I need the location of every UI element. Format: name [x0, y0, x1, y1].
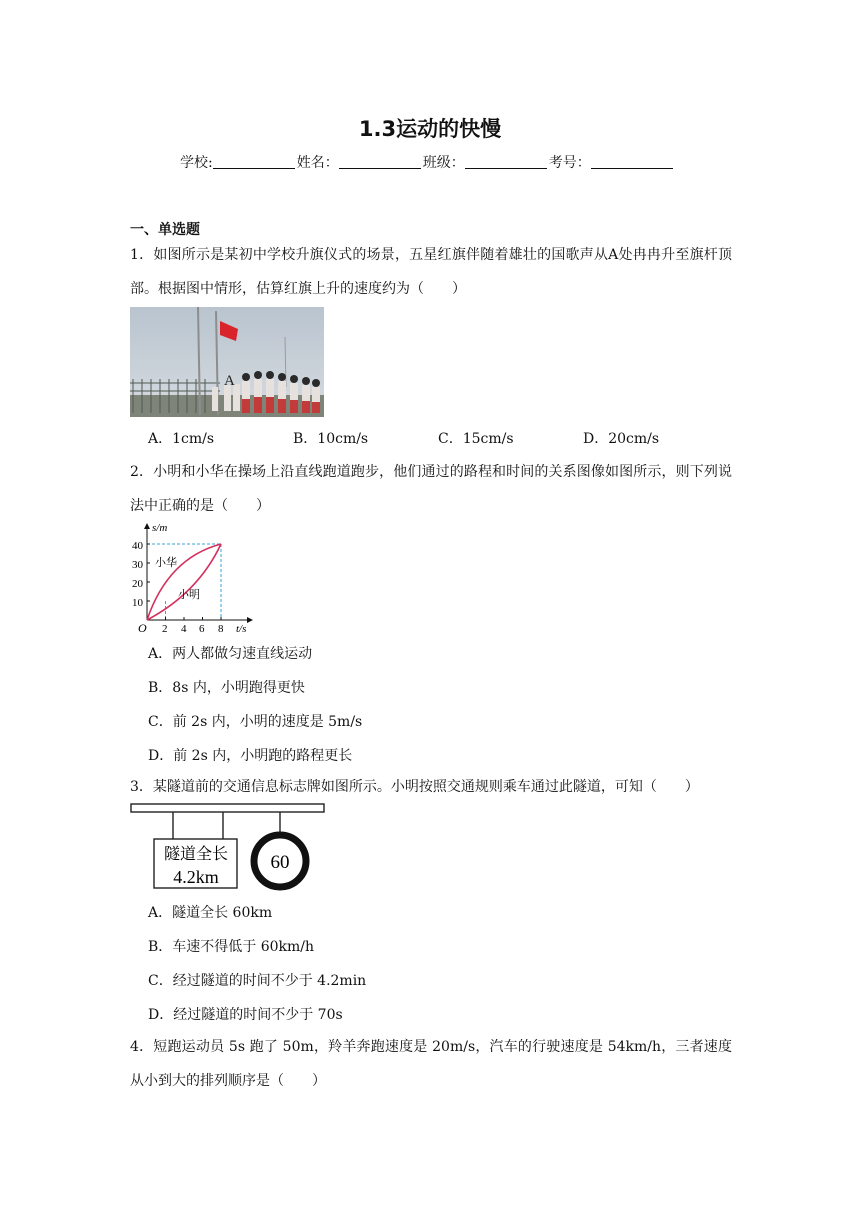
tunnel-traffic-sign — [130, 803, 326, 893]
y-tick-30: 30 — [132, 559, 143, 571]
q1-option-a[interactable]: A．1cm/s — [148, 431, 215, 447]
question-3-text: 3．某隧道前的交通信息标志牌如图所示。小明按照交通规则乘车通过此隧道，可知（ ） — [130, 779, 699, 795]
x-tick-8: 8 — [218, 623, 224, 635]
q3-option-b[interactable]: B．车速不得低于 60km/h — [148, 939, 315, 955]
y-axis-label: s/m — [152, 522, 168, 534]
q1-option-b[interactable]: B．10cm/s — [293, 431, 369, 447]
name-label: 姓名： — [296, 155, 339, 171]
section-heading: 一、单选题 — [130, 222, 200, 238]
question-1-text: 1．如图所示是某初中学校升旗仪式的场景，五星红旗伴随着雄壮的国歌声从A处冉冉升至旗杆顶部。根据图中情形，估算红旗上升的速度约为（ ） — [130, 247, 732, 297]
flag-ceremony-photo — [130, 307, 324, 417]
xiaoming-label: 小明 — [178, 589, 200, 601]
flag-position-label: A — [224, 373, 235, 389]
distance-time-graph — [128, 518, 256, 636]
id-blank[interactable] — [591, 154, 673, 169]
q3-option-a[interactable]: A．隧道全长 60km — [148, 905, 273, 921]
x-axis-label: t/s — [236, 623, 247, 635]
x-tick-6: 6 — [199, 623, 205, 635]
q1-option-d[interactable]: D．20cm/s — [583, 431, 660, 447]
school-label: 学校: — [180, 155, 213, 171]
q2-option-c[interactable]: C．前 2s 内，小明的速度是 5m/s — [148, 714, 363, 730]
name-blank[interactable] — [339, 154, 421, 169]
school-blank[interactable] — [213, 154, 295, 169]
tunnel-length-value: 4.2km — [173, 867, 219, 887]
question-2-text: 2．小明和小华在操场上沿直线跑道跑步，他们通过的路程和时间的关系图像如图所示，则下列说法中正确的是（ ） — [130, 464, 732, 514]
class-label: 班级： — [422, 155, 465, 171]
id-label: 考号： — [548, 155, 591, 171]
question-1-options — [148, 428, 728, 448]
student-info-line — [180, 152, 675, 172]
x-tick-2: 2 — [162, 623, 168, 635]
y-tick-20: 20 — [132, 578, 143, 590]
y-tick-40: 40 — [132, 540, 143, 552]
xiaoming-curve — [147, 544, 221, 620]
page-title: 1.3运动的快慢 — [358, 117, 502, 141]
q2-option-a[interactable]: A．两人都做匀速直线运动 — [148, 646, 313, 662]
xiaohua-curve — [147, 544, 221, 620]
question-4-text: 4．短跑运动员 5s 跑了 50m，羚羊奔跑速度是 20m/s，汽车的行驶速度是 54km/h，三者速度从小到大的排列顺序是（ ） — [130, 1039, 732, 1089]
x-tick-4: 4 — [181, 623, 187, 635]
speed-limit-value: 60 — [270, 852, 290, 873]
origin-label: O — [138, 621, 147, 635]
xiaohua-label: 小华 — [155, 557, 177, 569]
q2-option-b[interactable]: B．8s 内，小明跑得更快 — [148, 680, 305, 696]
q2-option-d[interactable]: D．前 2s 内，小明跑的路程更长 — [148, 748, 353, 764]
q1-option-c[interactable]: C．15cm/s — [438, 431, 514, 447]
tunnel-length-caption: 隧道全长 — [163, 846, 229, 863]
class-blank[interactable] — [465, 154, 547, 169]
q3-option-d[interactable]: D．经过隧道的时间不少于 70s — [148, 1007, 343, 1023]
q3-option-c[interactable]: C．经过隧道的时间不少于 4.2min — [148, 973, 367, 989]
y-tick-10: 10 — [132, 597, 143, 609]
